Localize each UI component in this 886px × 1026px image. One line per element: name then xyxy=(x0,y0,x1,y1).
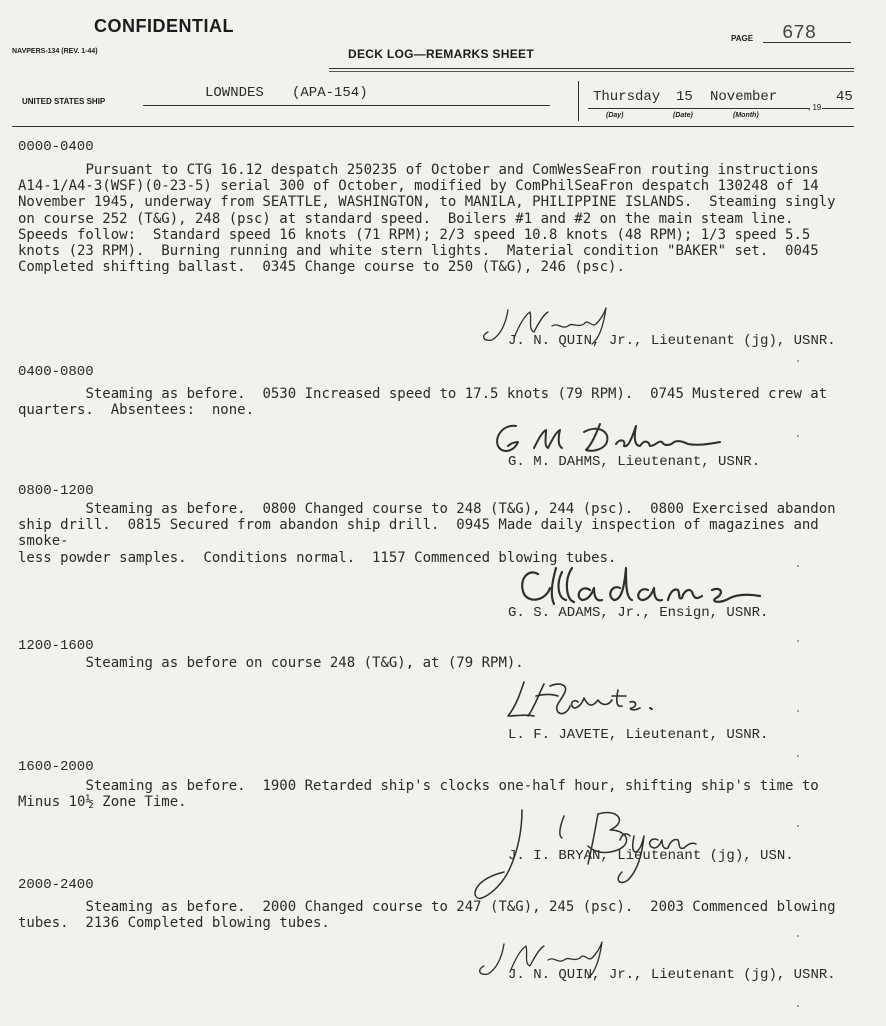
date-day: Thursday xyxy=(593,89,661,105)
margin-mark xyxy=(797,825,799,827)
confidential-stamp: CONFIDENTIAL xyxy=(94,16,234,36)
date-line xyxy=(588,108,810,109)
title-rule-2 xyxy=(329,71,854,72)
date-bracket xyxy=(578,81,589,121)
signer-name: L. F. JAVETE, Lieutenant, USNR. xyxy=(508,727,769,743)
watch-period: 2000-2400 xyxy=(18,877,94,893)
title-rule xyxy=(329,68,854,69)
month-caption: (Month) xyxy=(733,112,759,119)
signer-name: J. N. QUIN, Jr., Lieutenant (jg), USNR. xyxy=(508,967,836,983)
year-prefix: , 19 xyxy=(808,103,822,112)
signer-name: J. I. BRYAN, Lieutenant (jg), USN. xyxy=(508,848,794,864)
log-entry-text: Pursuant to CTG 16.12 despatch 250235 of October and ComWesSeaFron routing instructions A14-1/A4-3(WSF)(0-23-5) serial 300 of October, modified by ComPhilSeaFron despatch 130248 of 14 November 1945, underway from SEATTLE, WASHINGTON, to MANILA, PHILIPPINE ISLANDS. Steaming singly on course 252 (T&G), 248 (psc) at standard speed. Boilers #1 and #2 on the main steam line. Speeds follow: Standard speed 16 knots (71 RPM); 2/3 speed 10.8 knots (48 RPM); 1/3 speed 5.5 knots (23 RPM). Burning running and white stern lights. Material condition "BAKER" set. 0045 Completed shifting ballast. 0345 Change course to 250 (T&G), 246 (psc). xyxy=(18,162,836,276)
date-year: 45 xyxy=(836,89,853,105)
page-number: 678 xyxy=(782,22,817,44)
margin-mark xyxy=(797,755,799,757)
day-caption: (Day) xyxy=(606,112,624,119)
log-entry-text: Steaming as before. 1900 Retarded ship's clocks one-half hour, shifting ship's time to Minus 10½ Zone Time. xyxy=(18,778,819,811)
page-title: DECK LOG—REMARKS SHEET xyxy=(348,47,534,61)
log-entry-text: Steaming as before. 0530 Increased speed to 17.5 knots (79 RPM). 0745 Mustered crew at quarters. Absentees: none. xyxy=(18,386,828,419)
log-entry-text: Steaming as before. 2000 Changed course to 247 (T&G), 245 (psc). 2003 Commenced blowing tubes. 2136 Completed blowing tubes. xyxy=(18,899,836,932)
margin-mark xyxy=(797,1005,799,1007)
signature-javete xyxy=(498,676,668,724)
signer-name: G. S. ADAMS, Jr., Ensign, USNR. xyxy=(508,605,769,621)
signer-name: J. N. QUIN, Jr., Lieutenant (jg), USNR. xyxy=(508,333,836,349)
margin-mark xyxy=(797,640,799,642)
watch-period: 1200-1600 xyxy=(18,638,94,654)
watch-period: 0400-0800 xyxy=(18,364,94,380)
watch-period: 0000-0400 xyxy=(18,139,94,155)
page-label: PAGE xyxy=(731,34,754,43)
date-date: 15 xyxy=(676,89,693,105)
ship-name: LOWNDES xyxy=(205,85,264,101)
margin-mark xyxy=(797,935,799,937)
ship-line xyxy=(143,105,550,106)
margin-mark xyxy=(797,360,799,362)
log-entry-text: Steaming as before on course 248 (T&G), at (79 RPM). xyxy=(18,655,524,671)
header-rule xyxy=(12,126,854,127)
watch-period: 0800-1200 xyxy=(18,483,94,499)
ship-hull-number: (APA-154) xyxy=(292,85,368,101)
year-line xyxy=(822,108,854,109)
watch-period: 1600-2000 xyxy=(18,759,94,775)
ship-label: UNITED STATES SHIP xyxy=(22,97,106,106)
signer-name: G. M. DAHMS, Lieutenant, USNR. xyxy=(508,454,761,470)
form-id: NAVPERS-134 (REV. 1-44) xyxy=(12,48,98,55)
margin-mark xyxy=(797,710,799,712)
margin-mark xyxy=(797,435,799,437)
log-entry-text: Steaming as before. 0800 Changed course to 248 (T&G), 244 (psc). 0800 Exercised abandon ship drill. 0815 Secured from abandon ship drill. 0945 Made daily inspection of magazines and smoke- less powder samples. Conditions normal. 1157 Commenced blowing tubes. xyxy=(18,501,836,566)
date-caption: (Date) xyxy=(673,112,693,119)
date-month: November xyxy=(710,89,778,105)
margin-mark xyxy=(797,565,799,567)
